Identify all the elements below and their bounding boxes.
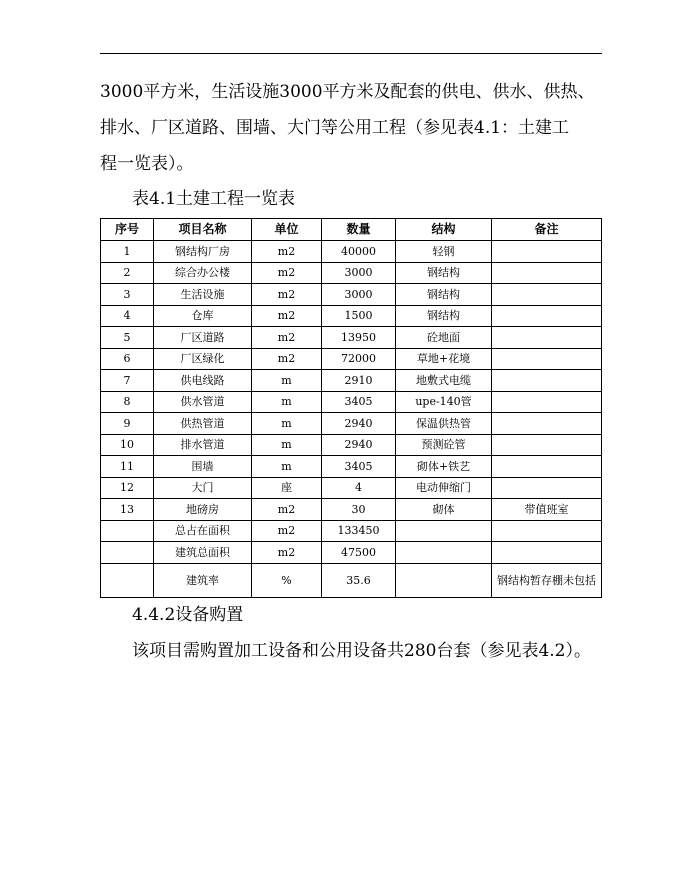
table-cell: 大门 [154, 477, 252, 499]
table-cell: 排水管道 [154, 434, 252, 456]
table-row [101, 305, 602, 327]
table-cell: 5 [101, 327, 154, 349]
header-cell: 数量 [322, 219, 396, 241]
table-cell: 10 [101, 434, 154, 456]
table-cell: 座 [252, 477, 322, 499]
table-cell: 4 [322, 477, 396, 499]
table-cell: % [252, 563, 322, 597]
table-cell: 钢结构 [396, 262, 492, 284]
header-cell: 结构 [396, 219, 492, 241]
table-row [101, 327, 602, 349]
table-cell: m2 [252, 348, 322, 370]
table-cell [492, 370, 602, 392]
table-cell [492, 391, 602, 413]
table-cell: 供热管道 [154, 413, 252, 435]
table-cell: 4 [101, 305, 154, 327]
intro-line: 3000平方米，生活设施3000平方米及配套的供电、供水、供热、 [100, 82, 595, 102]
table-cell: 1500 [322, 305, 396, 327]
table-cell [492, 284, 602, 306]
table-cell [396, 542, 492, 564]
table-cell: 13950 [322, 327, 396, 349]
table-row [101, 520, 602, 542]
table-cell: upe-140管 [396, 391, 492, 413]
table-cell [492, 434, 602, 456]
table-row [101, 563, 602, 597]
table-cell: 钢结构厂房 [154, 241, 252, 263]
table-cell: 保温供热管 [396, 413, 492, 435]
table-cell: m [252, 413, 322, 435]
table-cell: 72000 [322, 348, 396, 370]
table-cell: 30 [322, 499, 396, 521]
intro-line: 程一览表）。 [100, 154, 194, 174]
table-cell: 133450 [322, 520, 396, 542]
table-cell: 2940 [322, 434, 396, 456]
table-cell [101, 563, 154, 597]
section-paragraph: 该项目需购置加工设备和公用设备共280台套（参见表4.2）。 [132, 641, 591, 661]
table-cell [492, 262, 602, 284]
table-cell [492, 413, 602, 435]
table-cell: 供水管道 [154, 391, 252, 413]
table-cell: 供电线路 [154, 370, 252, 392]
table-cell [396, 520, 492, 542]
table-row [101, 413, 602, 435]
table-cell: m2 [252, 241, 322, 263]
table-cell: m [252, 370, 322, 392]
table-cell [492, 456, 602, 478]
table-cell: 预测砼管 [396, 434, 492, 456]
table-cell [492, 241, 602, 263]
table-cell: m [252, 456, 322, 478]
table-cell: 草地+花境 [396, 348, 492, 370]
table-cell: 11 [101, 456, 154, 478]
header-cell: 单位 [252, 219, 322, 241]
table-cell [492, 477, 602, 499]
table-row [101, 284, 602, 306]
table-row [101, 542, 602, 564]
table-cell: 厂区绿化 [154, 348, 252, 370]
table-cell: 钢结构 [396, 284, 492, 306]
table-cell [492, 542, 602, 564]
table-cell: 7 [101, 370, 154, 392]
table-cell [492, 520, 602, 542]
table-cell: 轻钢 [396, 241, 492, 263]
table-cell: 生活设施 [154, 284, 252, 306]
table-cell: m2 [252, 305, 322, 327]
table-cell: 建筑总面积 [154, 542, 252, 564]
table-cell: 3000 [322, 262, 396, 284]
table-cell [492, 348, 602, 370]
table-cell: 总占在面积 [154, 520, 252, 542]
table-row [101, 370, 602, 392]
table-cell: 钢结构 [396, 305, 492, 327]
header-cell: 项目名称 [154, 219, 252, 241]
table-cell: 3 [101, 284, 154, 306]
table-cell: 厂区道路 [154, 327, 252, 349]
table-cell: m [252, 391, 322, 413]
table-cell: m2 [252, 520, 322, 542]
table-cell [101, 542, 154, 564]
table-cell: m [252, 434, 322, 456]
table-cell: 3405 [322, 456, 396, 478]
table-cell [396, 563, 492, 597]
table-cell: 47500 [322, 542, 396, 564]
table-cell: 砼地面 [396, 327, 492, 349]
table-cell: 钢结构暂存棚未包括 [492, 563, 602, 597]
table-cell: 带值班室 [492, 499, 602, 521]
table-cell: 砌体 [396, 499, 492, 521]
table-cell: 围墙 [154, 456, 252, 478]
table-row [101, 477, 602, 499]
table-cell: m2 [252, 327, 322, 349]
table-cell: 13 [101, 499, 154, 521]
table-cell: 砌体+铁艺 [396, 456, 492, 478]
table-cell: 35.6 [322, 563, 396, 597]
table-cell: 2 [101, 262, 154, 284]
table-caption: 表4.1土建工程一览表 [132, 189, 296, 209]
table-cell: 建筑率 [154, 563, 252, 597]
civil-works-table [100, 218, 602, 598]
table-cell [101, 520, 154, 542]
intro-paragraph [100, 74, 605, 182]
table-cell: 9 [101, 413, 154, 435]
table-cell: 综合办公楼 [154, 262, 252, 284]
table-cell: 地敷式电缆 [396, 370, 492, 392]
table-row [101, 348, 602, 370]
table-cell: 40000 [322, 241, 396, 263]
table-cell: m2 [252, 284, 322, 306]
table-cell: 3405 [322, 391, 396, 413]
table-cell: 1 [101, 241, 154, 263]
section-heading: 4.4.2设备购置 [132, 605, 244, 625]
table-cell: 地磅房 [154, 499, 252, 521]
table-cell: 仓库 [154, 305, 252, 327]
table-cell [492, 327, 602, 349]
table-cell: 3000 [322, 284, 396, 306]
intro-line: 排水、厂区道路、围墙、大门等公用工程（参见表4.1：土建工 [100, 118, 570, 138]
header-cell: 备注 [492, 219, 602, 241]
table-row [101, 262, 602, 284]
table-row [101, 434, 602, 456]
table-cell [492, 305, 602, 327]
table-row [101, 499, 602, 521]
table-cell: m2 [252, 262, 322, 284]
table-cell: 2910 [322, 370, 396, 392]
table-cell: 8 [101, 391, 154, 413]
header-cell: 序号 [101, 219, 154, 241]
table-cell: 电动伸缩门 [396, 477, 492, 499]
header-rule [100, 53, 602, 54]
table-row [101, 456, 602, 478]
table-header-row [101, 219, 602, 241]
table-cell: 2940 [322, 413, 396, 435]
table-cell: 12 [101, 477, 154, 499]
table-cell: 6 [101, 348, 154, 370]
table-row [101, 241, 602, 263]
table-cell: m2 [252, 542, 322, 564]
table-cell: m2 [252, 499, 322, 521]
table-row [101, 391, 602, 413]
